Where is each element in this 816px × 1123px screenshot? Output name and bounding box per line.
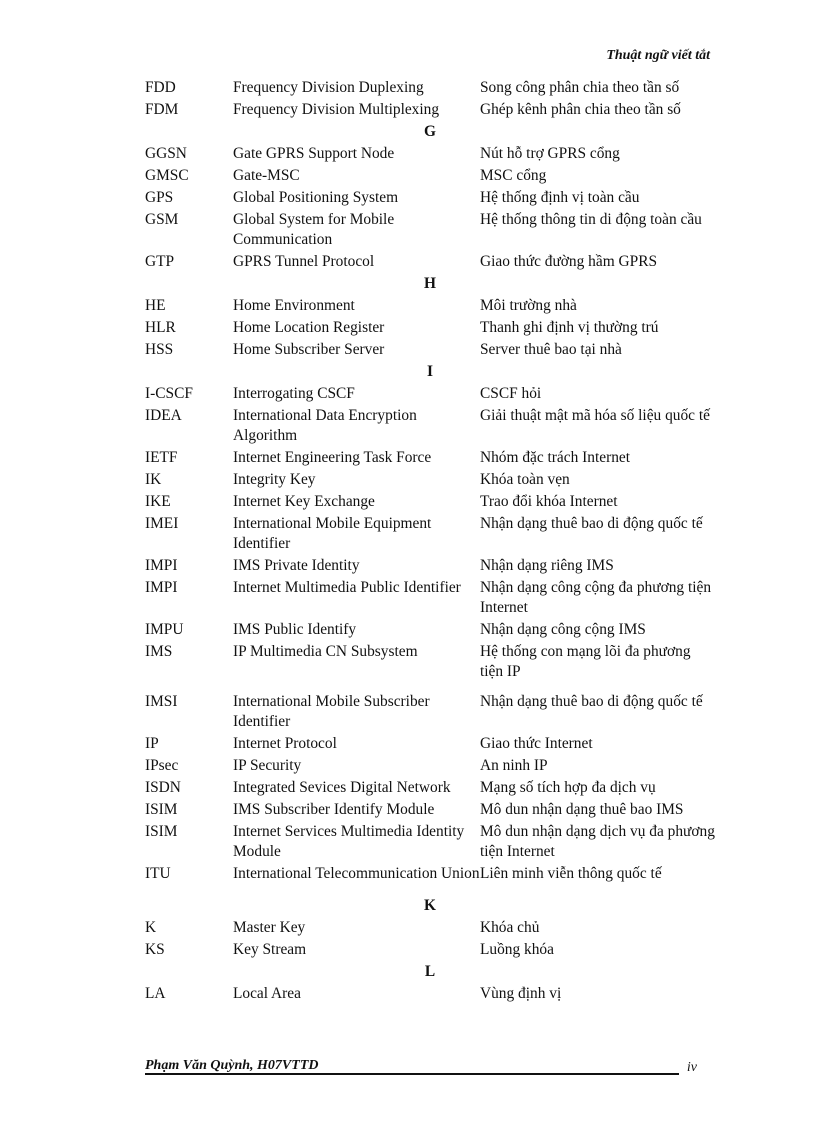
abbreviation: KS xyxy=(145,941,165,958)
abbreviation: ISIM xyxy=(145,801,178,818)
english-term: International Mobile Equipment Identifier xyxy=(233,515,432,552)
section-letter: K xyxy=(424,897,436,914)
english-term: Interrogating CSCF xyxy=(233,385,355,402)
abbreviation: GPS xyxy=(145,189,174,206)
abbreviation: GSM xyxy=(145,211,179,228)
english-term: Home Environment xyxy=(233,297,355,314)
vietnamese-term: Trao đổi khóa Internet xyxy=(480,493,618,510)
glossary-row xyxy=(145,755,715,777)
glossary-row xyxy=(145,295,715,317)
vietnamese-term: Khóa chủ xyxy=(480,919,540,936)
abbreviation: K xyxy=(145,919,157,936)
english-term: IMS Public Identify xyxy=(233,621,357,638)
section-heading xyxy=(145,121,715,143)
vietnamese-term: CSCF hỏi xyxy=(480,385,542,402)
english-term: Internet Services Multimedia Identity Module xyxy=(233,823,465,860)
glossary-row xyxy=(145,863,715,885)
abbreviation: HSS xyxy=(145,341,174,358)
vietnamese-term: Vùng định vị xyxy=(480,985,562,1002)
english-term: Gate GPRS Support Node xyxy=(233,145,395,162)
abbreviation: IMS xyxy=(145,643,173,660)
abbreviation: ITU xyxy=(145,865,171,882)
english-term: Frequency Division Duplexing xyxy=(233,79,424,96)
section-letter: L xyxy=(424,963,436,980)
vietnamese-term: Hệ thống định vị toàn cầu xyxy=(480,189,640,206)
glossary-row xyxy=(145,619,715,641)
glossary-row xyxy=(145,251,715,273)
vietnamese-term: Thanh ghi định vị thường trú xyxy=(480,319,659,336)
english-term: Frequency Division Multiplexing xyxy=(233,101,440,118)
section-heading xyxy=(145,885,715,917)
section-letter: I xyxy=(427,363,433,380)
abbreviation: HE xyxy=(145,297,166,314)
abbreviation: IPsec xyxy=(145,757,179,774)
glossary-row xyxy=(145,447,715,469)
footer-author: Phạm Văn Quỳnh, H07VTTD xyxy=(145,1058,319,1073)
english-term: Global System for Mobile Communication xyxy=(233,211,395,248)
glossary-row xyxy=(145,405,715,447)
abbreviation: ISDN xyxy=(145,779,181,796)
vietnamese-term: Nhóm đặc trách Internet xyxy=(480,449,630,466)
abbreviation: FDD xyxy=(145,79,176,96)
glossary-row xyxy=(145,777,715,799)
vietnamese-term: Mô dun nhận dạng thuê bao IMS xyxy=(480,801,684,818)
glossary-row xyxy=(145,209,715,251)
abbreviation: IK xyxy=(145,471,162,488)
section-heading xyxy=(145,361,715,383)
vietnamese-term: An ninh IP xyxy=(480,757,548,774)
glossary-row xyxy=(145,641,715,691)
english-term: Key Stream xyxy=(233,941,307,958)
english-term: International Mobile Subscriber Identifier xyxy=(233,693,430,730)
glossary-row xyxy=(145,691,715,733)
glossary-row xyxy=(145,339,715,361)
abbreviation: IMPI xyxy=(145,557,178,574)
vietnamese-term: Hệ thống con mạng lõi đa phương tiện IP xyxy=(480,643,691,680)
abbreviation: LA xyxy=(145,985,166,1002)
glossary-row xyxy=(145,555,715,577)
glossary-table xyxy=(145,77,715,1005)
english-term: Gate-MSC xyxy=(233,167,300,184)
section-letter: H xyxy=(424,275,436,292)
vietnamese-term: Khóa toàn vẹn xyxy=(480,471,570,488)
section-letter: G xyxy=(424,123,436,140)
vietnamese-term: Liên minh viễn thông quốc tế xyxy=(480,865,662,882)
page-footer xyxy=(145,1058,697,1074)
vietnamese-term: Ghép kênh phân chia theo tần số xyxy=(480,101,681,118)
vietnamese-term: Mô dun nhận dạng dịch vụ đa phương tiện Internet xyxy=(480,823,715,860)
english-term: Internet Engineering Task Force xyxy=(233,449,432,466)
english-term: Home Location Register xyxy=(233,319,385,336)
vietnamese-term: Nhận dạng công cộng đa phương tiện Internet xyxy=(480,579,712,616)
vietnamese-term: Giao thức Internet xyxy=(480,735,593,752)
abbreviation: IKE xyxy=(145,493,171,510)
abbreviation: IMEI xyxy=(145,515,179,532)
vietnamese-term: Giải thuật mật mã hóa số liệu quốc tế xyxy=(480,407,710,424)
english-term: Integrated Sevices Digital Network xyxy=(233,779,451,796)
section-heading xyxy=(145,961,715,983)
glossary-row xyxy=(145,99,715,121)
vietnamese-term: Luồng khóa xyxy=(480,941,554,958)
abbreviation: HLR xyxy=(145,319,176,336)
glossary-row xyxy=(145,383,715,405)
abbreviation: IMPU xyxy=(145,621,184,638)
abbreviation: ISIM xyxy=(145,823,178,840)
vietnamese-term: Môi trường nhà xyxy=(480,297,577,314)
glossary-row xyxy=(145,317,715,339)
section-heading xyxy=(145,273,715,295)
english-term: Internet Key Exchange xyxy=(233,493,375,510)
abbreviation: IMSI xyxy=(145,693,178,710)
vietnamese-term: MSC cổng xyxy=(480,167,547,184)
vietnamese-term: Mạng số tích hợp đa dịch vụ xyxy=(480,779,656,796)
vietnamese-term: Nhận dạng riêng IMS xyxy=(480,557,614,574)
english-term: Global Positioning System xyxy=(233,189,399,206)
glossary-row xyxy=(145,577,715,619)
glossary-row xyxy=(145,143,715,165)
abbreviation: FDM xyxy=(145,101,179,118)
glossary-row xyxy=(145,469,715,491)
glossary-row xyxy=(145,491,715,513)
english-term: International Telecommunication Union xyxy=(233,865,480,882)
english-term: International Data Encryption Algorithm xyxy=(233,407,417,444)
vietnamese-term: Nhận dạng thuê bao di động quốc tế xyxy=(480,515,703,532)
vietnamese-term: Nhận dạng thuê bao di động quốc tế xyxy=(480,693,703,710)
abbreviation: IMPI xyxy=(145,579,178,596)
abbreviation: IDEA xyxy=(145,407,182,424)
glossary-row xyxy=(145,733,715,755)
vietnamese-term: Nhận dạng công cộng IMS xyxy=(480,621,646,638)
english-term: GPRS Tunnel Protocol xyxy=(233,253,375,270)
english-term: IMS Private Identity xyxy=(233,557,360,574)
glossary-row xyxy=(145,77,715,99)
glossary-row xyxy=(145,799,715,821)
glossary-row xyxy=(145,917,715,939)
english-term: Integrity Key xyxy=(233,471,316,488)
page-header-title: Thuật ngữ viết tắt xyxy=(606,48,710,63)
english-term: IMS Subscriber Identify Module xyxy=(233,801,435,818)
glossary-row xyxy=(145,939,715,961)
glossary-row xyxy=(145,513,715,555)
vietnamese-term: Server thuê bao tại nhà xyxy=(480,341,622,358)
glossary-row xyxy=(145,983,715,1005)
vietnamese-term: Hệ thống thông tin di động toàn cầu xyxy=(480,211,702,228)
english-term: Internet Protocol xyxy=(233,735,337,752)
glossary-body xyxy=(145,77,715,1005)
english-term: IP Multimedia CN Subsystem xyxy=(233,643,418,660)
vietnamese-term: Song công phân chia theo tần số xyxy=(480,79,680,96)
glossary-row xyxy=(145,821,715,863)
glossary-row xyxy=(145,165,715,187)
abbreviation: GTP xyxy=(145,253,175,270)
english-term: Home Subscriber Server xyxy=(233,341,385,358)
glossary-row xyxy=(145,187,715,209)
abbreviation: IETF xyxy=(145,449,178,466)
abbreviation: I-CSCF xyxy=(145,385,193,402)
english-term: Master Key xyxy=(233,919,306,936)
english-term: IP Security xyxy=(233,757,302,774)
abbreviation: GMSC xyxy=(145,167,189,184)
page-number: iv xyxy=(686,1060,697,1075)
english-term: Internet Multimedia Public Identifier xyxy=(233,579,461,596)
vietnamese-term: Giao thức đường hầm GPRS xyxy=(480,253,658,270)
abbreviation: IP xyxy=(145,735,159,752)
footer-rule xyxy=(145,1073,679,1075)
english-term: Local Area xyxy=(233,985,301,1002)
abbreviation: GGSN xyxy=(145,145,187,162)
vietnamese-term: Nút hỗ trợ GPRS cổng xyxy=(480,145,620,162)
